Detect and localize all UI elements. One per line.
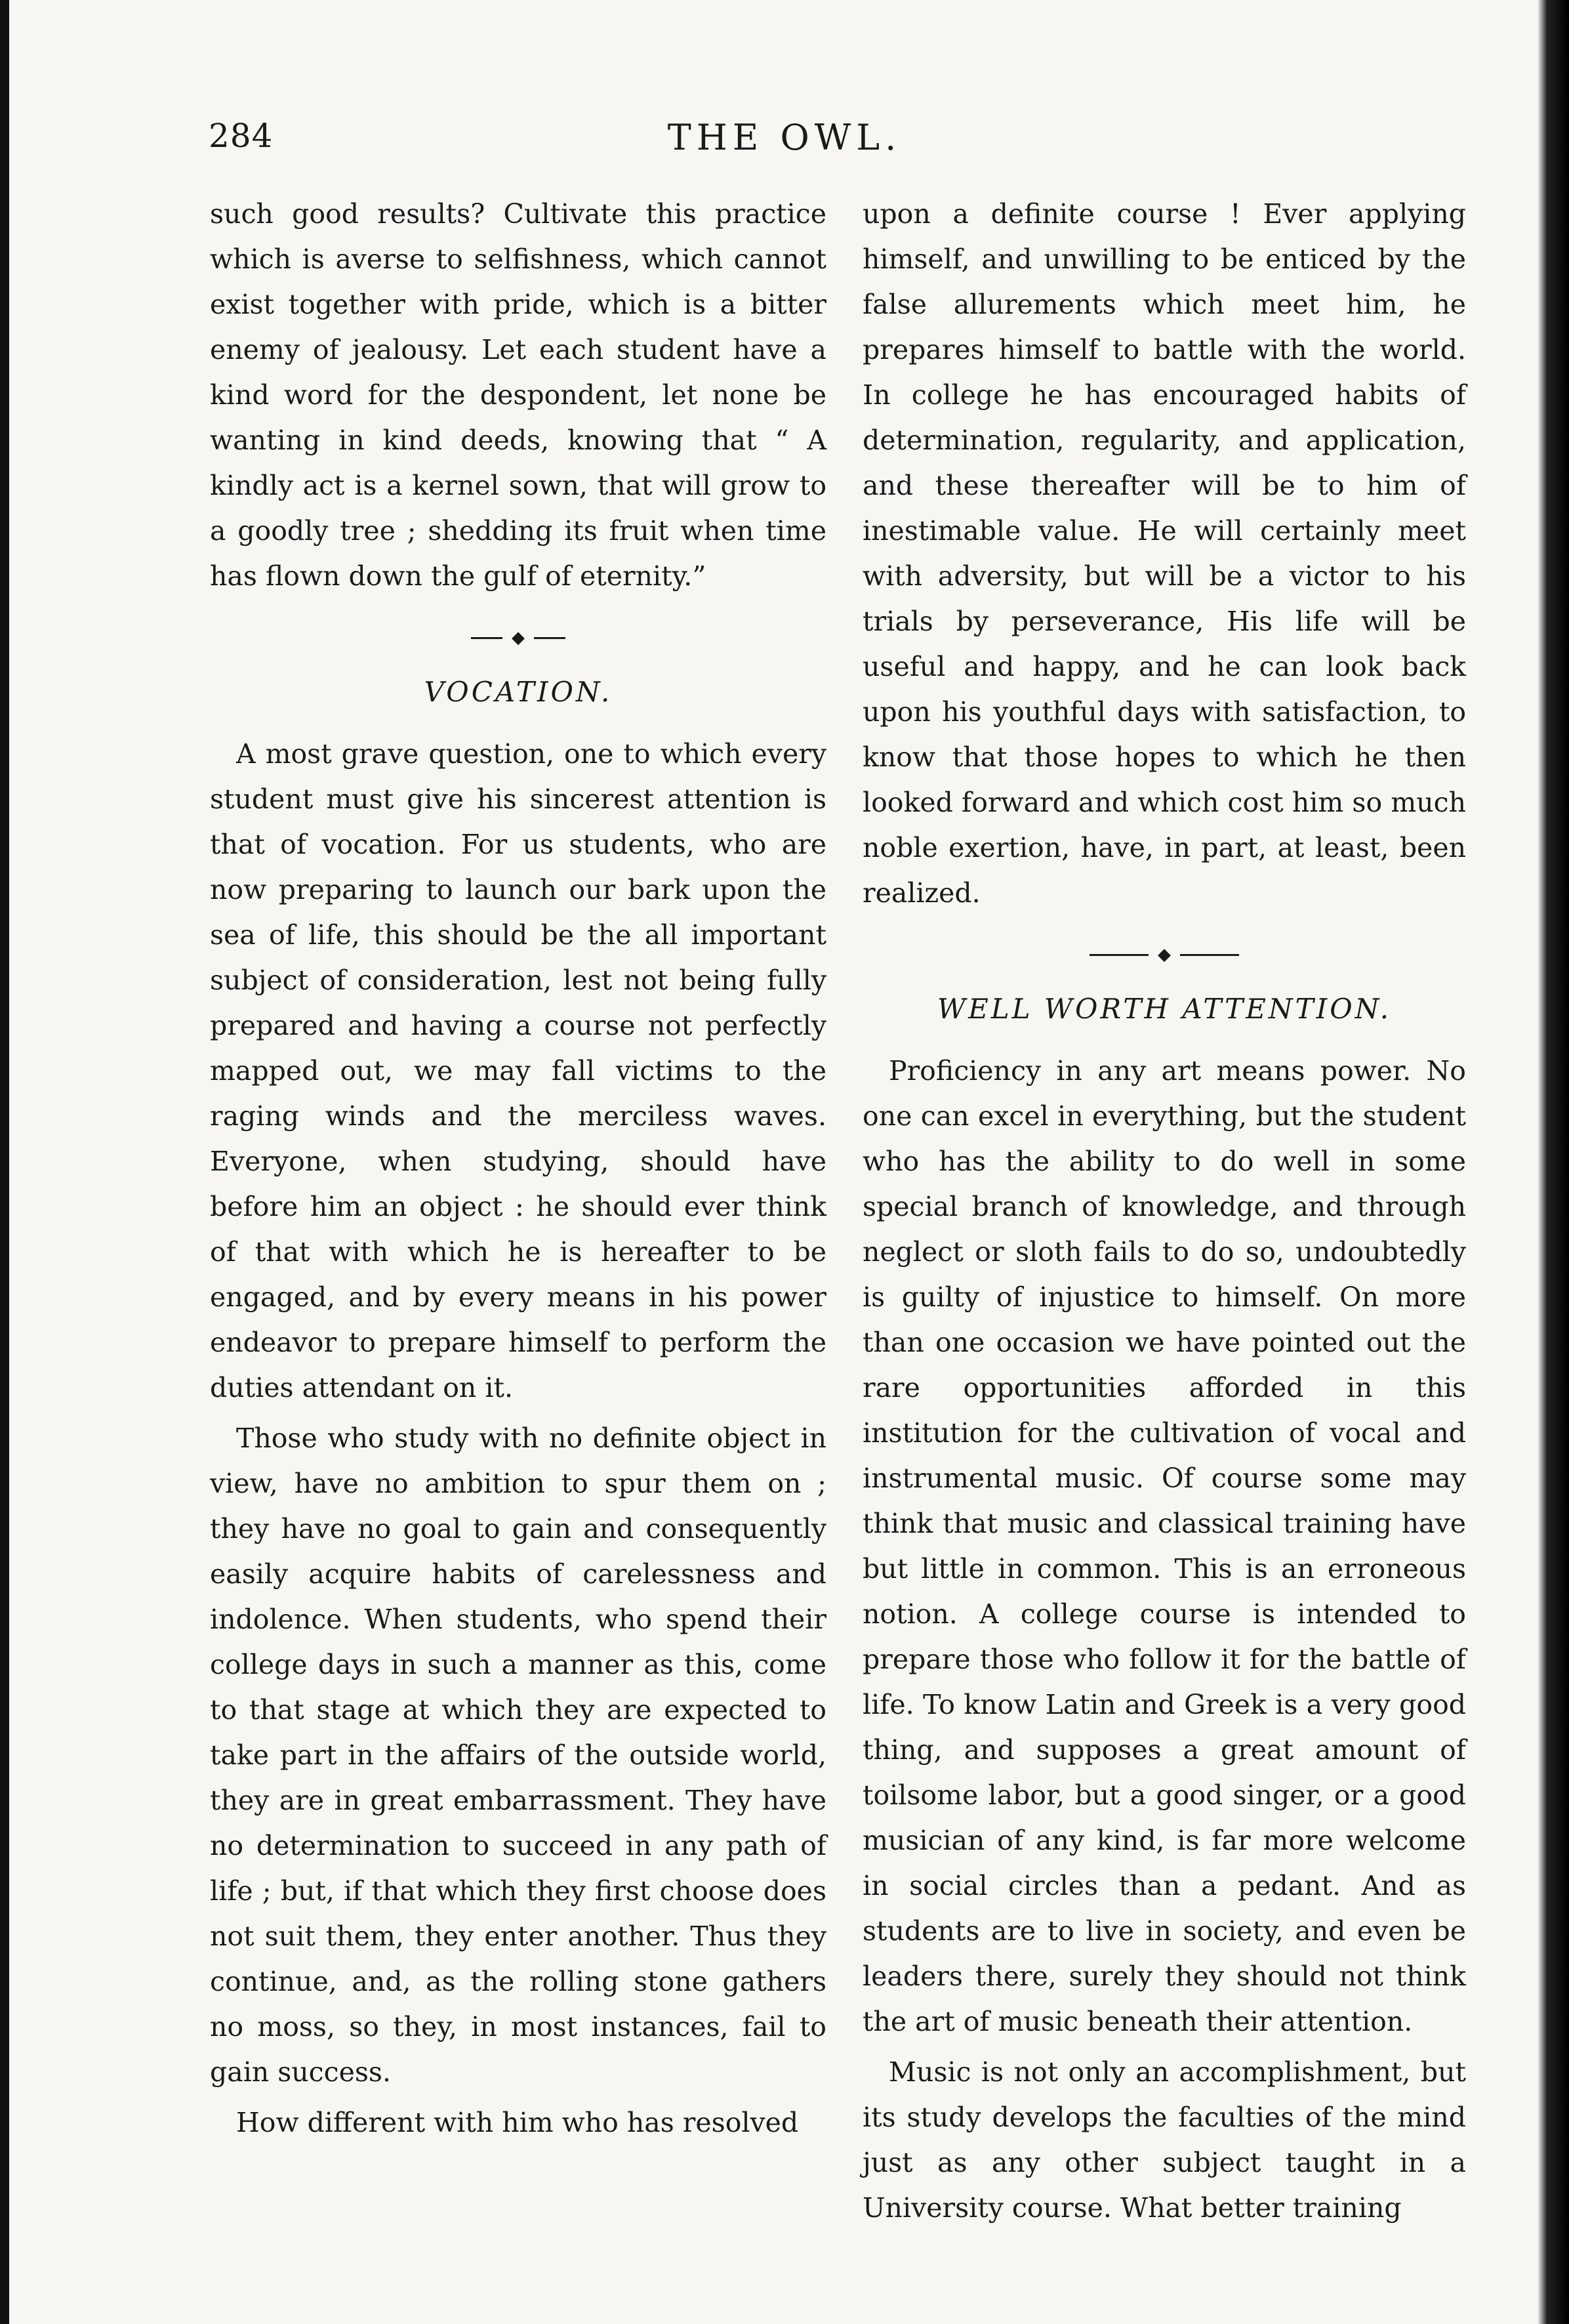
paragraph: Music is not only an accomplishment, but its study develops the faculties of the mind just as any other subject taught in a University course. What better training <box>863 2056 1466 2224</box>
left-column <box>210 192 826 2146</box>
section-separator <box>210 608 826 667</box>
running-title: THE OWL. <box>667 117 902 158</box>
paragraph: Proficiency in any art means power. No one can excel in everything, but the student who has the ability to do well in some special branch of knowledge, and through neglect or sloth fails to do so, undoubtedly is guilty of injustice to himself. On more than one occasion we have pointed out the rare opportunities afforded in this institution for the cultivation of vocal and instrumental music. Of course some may think that music and classical training have but little in common. This is an erroneous notion. A college course is intended to prepare those who follow it for the battle of life. To know Latin and Greek is a very good thing, and supposes a great amount of toilsome labor, but a good singer, or a good musician of any kind, is far more welcome in social circles than a pedant. And as students are to live in society, and even be leaders there, surely they should not think the art of music beneath their attention. <box>863 1055 1466 2037</box>
continued-paragraph: upon a definite course ! Ever applying himself, and unwilling to be enticed by the false allurements which meet him, he prepares himself to battle with the world. In college he has encouraged habits of determination, regularity, and application, and these thereafter will be to him of inestimable value. He will certainly meet with adversity, but will be a victor to his trials by perseverance, His life will be useful and happy, and he can look back upon his youthful days with satisfaction, to know that those hopes to which he then looked forward and which cost him so much noble exertion, have, in part, at least, been realized. <box>863 198 1466 909</box>
intro-paragraph: such good results? Cultivate this practice which is averse to selfishness, which cannot exist together with pride, which is a bitter enemy of jealousy. Let each student have a kind word for the despondent, let none be wanting in kind deeds, knowing that “ A kindly act is a kernel sown, that will grow to a goodly tree ; shedding its fruit when time has flown down the gulf of eternity.” <box>210 198 826 592</box>
page-header <box>0 117 1569 169</box>
paragraph: A most grave question, one to which every student must give his sincerest attention is that of vocation. For us students, who are now preparing to launch our bark upon the sea of life, this should be the all important subject of consideration, lest not being fully prepared and having a course not perfectly mapped out, we may fall victims to the raging winds and the merciless waves. Everyone, when studying, should have before him an object : he should ever think of that with which he is hereafter to be engaged, and by every means in his power endeavor to prepare himself to perform the duties attendant on it. <box>210 738 826 1403</box>
paragraph: How different with him who has resolved <box>236 2107 799 2138</box>
section-heading-vocation: VOCATION. <box>424 676 613 708</box>
right-column <box>863 192 1466 2231</box>
scan-edge-left <box>0 0 9 2324</box>
scan-edge-right <box>1538 0 1569 2324</box>
section-separator <box>863 925 1466 984</box>
paragraph: Those who study with no definite object in view, have no ambition to spur them on ; they have no goal to gain and consequently easily acquire habits of carelessness and indolence. When students, who spend their college days in such a manner as this, come to that stage at which they are expected to take part in the affairs of the outside world, they are in great embarrassment. They have no determination to succeed in any path of life ; but, if that which they first choose does not suit them, they enter another. Thus they continue, and, as the rolling stone gathers no moss, so they, in most instances, fail to gain success. <box>210 1422 826 2088</box>
section-heading-well-worth-attention: WELL WORTH ATTENTION. <box>937 993 1392 1025</box>
diamond-ornament-icon: ◆ <box>1158 945 1171 965</box>
diamond-ornament-icon: ◆ <box>512 628 525 648</box>
page-number: 284 <box>209 117 274 155</box>
